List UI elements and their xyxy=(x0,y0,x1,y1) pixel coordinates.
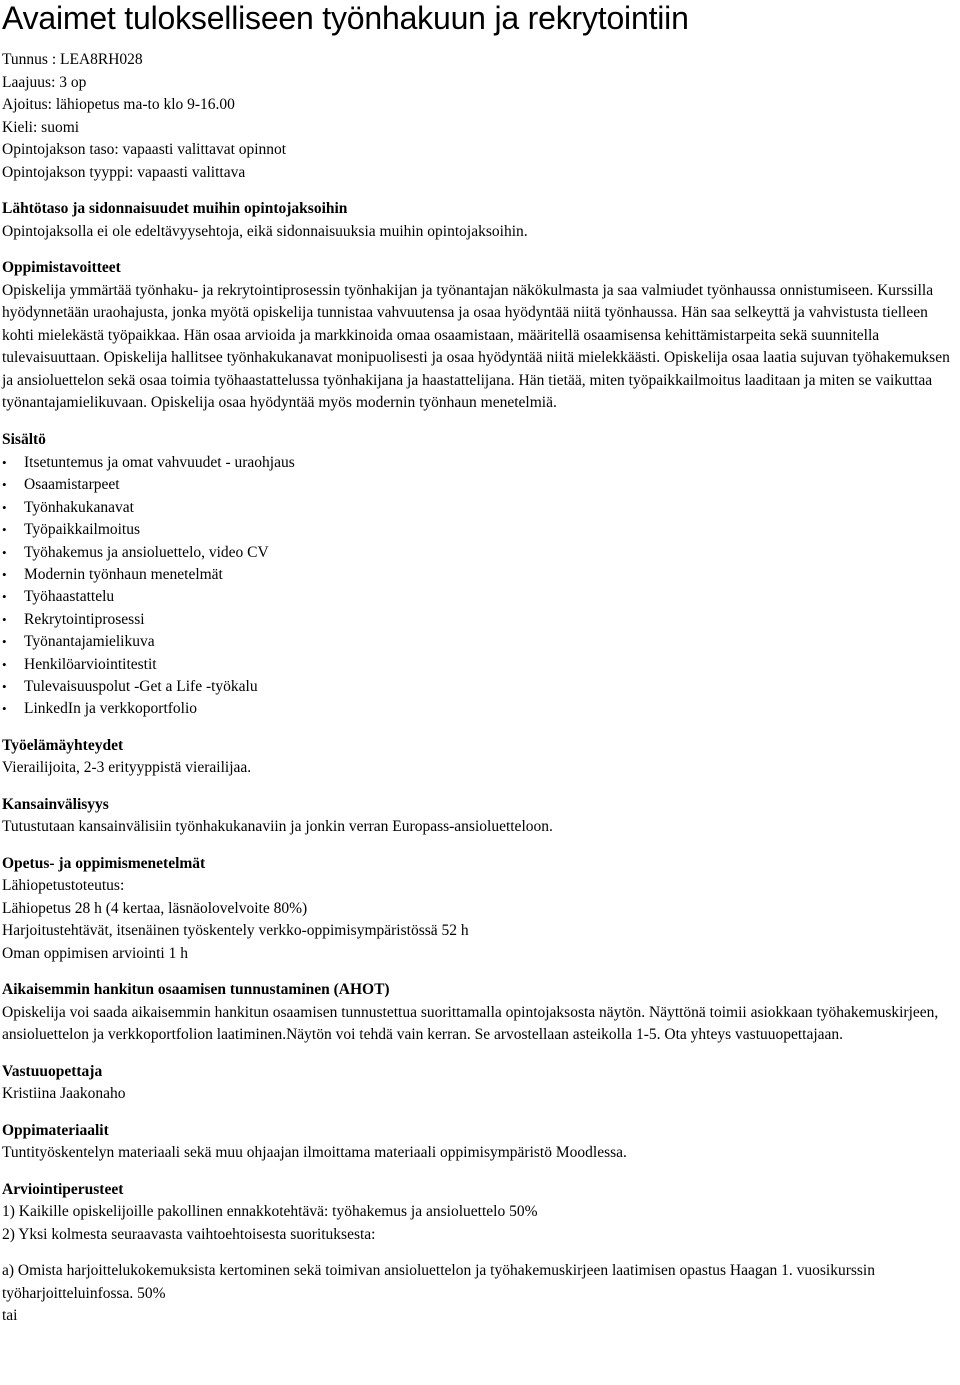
list-item: • Itsetuntemus ja omat vahvuudet - uraohjaus xyxy=(24,452,956,474)
section-text: Opintojaksolla ei ole edeltävyysehtoja, eikä sidonnaisuuksia muihin opintojaksoihin. xyxy=(2,222,528,240)
list-item: • Työpaikkailmoitus xyxy=(24,519,956,541)
section-text: Opiskelija voi saada aikaisemmin hankitun osaamisen tunnustettua suorittamalla opintojaksosta näytön. Näyttönä toimii asiokkaan työhakemuskirjeen, ansioluettelon ja verkkoportfolion laatiminen.Näytön voi tehdä vain kerran. Se arvostellaan asteikolla 1-5. Ota yhteys vastuuopettajaan. xyxy=(2,1003,939,1044)
list-item: • Osaamistarpeet xyxy=(24,474,956,496)
course-meta xyxy=(2,49,956,184)
section-heading: Kansainvälisyys xyxy=(2,795,109,813)
section-objectives xyxy=(2,257,956,415)
section-heading: Aikaisemmin hankitun osaamisen tunnustaminen (AHOT) xyxy=(2,981,390,999)
meta-language: Kieli: suomi xyxy=(2,118,80,136)
section-international xyxy=(2,794,956,839)
section-heading: Lähtötaso ja sidonnaisuudet muihin opintojaksoihin xyxy=(2,200,348,217)
course-page xyxy=(2,0,956,1328)
section-prerequisites xyxy=(2,198,956,243)
section-text: Tutustutaan kansainvälisiin työnhakukanaviin ja jonkin verran Europass-ansioluetteloon. xyxy=(2,818,553,836)
section-heading: Arviointiperusteet xyxy=(2,1180,124,1198)
methods-line: Harjoitustehtävät, itsenäinen työskentely verkko-oppimisympäristössä 52 h xyxy=(2,922,469,940)
meta-code: Tunnus : LEA8RH028 xyxy=(2,51,143,68)
page-title: Avaimet tulokselliseen työnhakuun ja rekrytointiin xyxy=(2,0,689,36)
methods-line: Lähiopetustoteutus: xyxy=(2,877,125,895)
section-heading: Sisältö xyxy=(2,430,46,448)
list-item: • Työhaastattelu xyxy=(24,586,956,608)
section-heading: Oppimistavoitteet xyxy=(2,259,121,276)
meta-type: Opintojakson tyyppi: vapaasti valittava xyxy=(2,163,246,181)
section-heading: Vastuuopettaja xyxy=(2,1062,103,1080)
section-text: Vierailijoita, 2-3 erityyppistä vierailijaa. xyxy=(2,759,252,777)
list-item: • Työhakemus ja ansioluettelo, video CV xyxy=(24,542,956,564)
assessment-line: 1) Kaikille opiskelijoille pakollinen ennakkotehtävä: työhakemus ja ansioluettelo 50% xyxy=(2,1203,538,1221)
meta-credits: Laajuus: 3 op xyxy=(2,73,87,91)
section-heading: Opetus- ja oppimismenetelmät xyxy=(2,854,206,872)
assessment-option-a: a) Omista harjoittelukokemuksista kertominen sekä toimivan ansioluettelon ja työhakemuskirjeen laatimisen opastus Haagan 1. vuosikurssin työharjoitteluinfossa. 50% xyxy=(2,1262,875,1302)
section-materials xyxy=(2,1120,956,1165)
section-heading: Oppimateriaalit xyxy=(2,1121,109,1139)
assessment-line: 2) Yksi kolmesta seuraavasta vaihtoehtoisesta suorituksesta: xyxy=(2,1225,376,1243)
list-item: • Rekrytointiprosessi xyxy=(24,609,956,631)
list-item: • Työnantajamielikuva xyxy=(24,631,956,653)
teacher-name: Kristiina Jaakonaho xyxy=(2,1085,126,1103)
list-item: • LinkedIn ja verkkoportfolio xyxy=(24,698,956,720)
section-assessment xyxy=(2,1179,956,1328)
section-methods xyxy=(2,853,956,966)
meta-schedule: Ajoitus: lähiopetus ma-to klo 9-16.00 xyxy=(2,96,235,113)
list-item: • Työnhakukanavat xyxy=(24,497,956,519)
section-worklife xyxy=(2,735,956,780)
list-item: • Tulevaisuuspolut -Get a Life -työkalu xyxy=(24,676,956,698)
methods-line: Oman oppimisen arviointi 1 h xyxy=(2,944,188,962)
section-text: Tuntityöskentelyn materiaali sekä muu ohjaajan ilmoittama materiaali oppimisympäristö Moodlessa. xyxy=(2,1144,627,1162)
section-text: Opiskelija ymmärtää työnhaku- ja rekrytointiprosessin työnhakijan ja työnantajan näkökulmasta ja saa valmiudet työnhaussa onnistumiseen. Kurssilla hyödynnetään uraohajusta, jonka myötä opiskelija tunnistaa vahvuutensa ja osaa hyödyntää niitä työnhaussa. Hän saa selkeyttä ja vahvistusta tielleen kohti mielekästä työpaikkaa. Hän osaa arvioida ja markkinoida omaa osaamistaan, määritellä osaamisensa kehittämistarpeita sekä suunnitella tulevaisuuttaan. Opiskelija hallitsee työnhakukanavat monipuolisesti ja osaa hyödyntää niitä mielekkäästi. Opiskelija osaa laatia sujuvan työhakemuksen ja ansioluettelon sekä osaa toimia työhaastattelussa työnhakijana ja haastattelijana. Hän tietää, miten työpaikkailmoitus laaditaan ja miten se vaikuttaa työnantajamielikuvaan. Opiskelija osaa hyödyntää myös modernin työnhaun menetelmiä. xyxy=(2,281,950,411)
list-item: • Henkilöarviointitestit xyxy=(24,654,956,676)
assessment-or: tai xyxy=(2,1307,18,1325)
content-list xyxy=(2,452,956,721)
section-heading: Työelämäyhteydet xyxy=(2,736,124,754)
meta-level: Opintojakson taso: vapaasti valittavat opinnot xyxy=(2,141,287,158)
section-teacher xyxy=(2,1061,956,1106)
methods-line: Lähiopetus 28 h (4 kertaa, läsnäolovelvoite 80%) xyxy=(2,899,308,917)
section-ahot xyxy=(2,979,956,1047)
section-content xyxy=(2,429,956,721)
list-item: • Modernin työnhaun menetelmät xyxy=(24,564,956,586)
